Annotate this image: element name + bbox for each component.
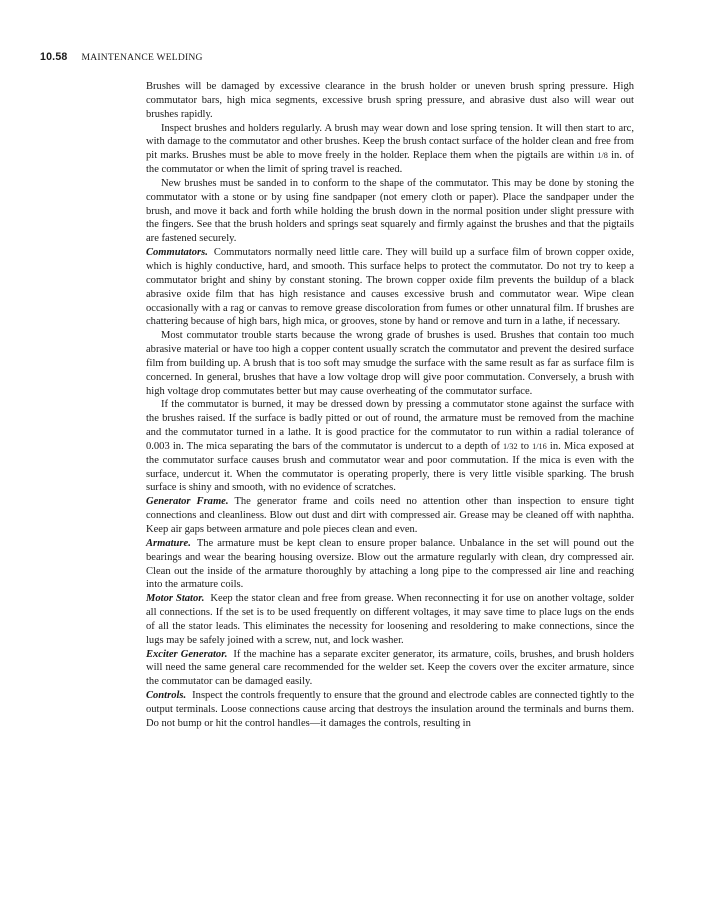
paragraph-text: Inspect the controls frequently to ensure that the ground and electrode cables are connected tightly to the output terminals. Loose connections cause arcing that destroys the insulation around the terminals and burns them. Do not bump or hit the control handles—it damages the controls, resulting in bbox=[146, 690, 634, 729]
fraction: 1/8 bbox=[597, 151, 608, 161]
fraction: 1/16 bbox=[532, 441, 547, 451]
section-heading: Armature. bbox=[146, 537, 191, 549]
section-heading: Commutators. bbox=[146, 247, 208, 259]
page-number: 10.58 bbox=[40, 51, 68, 63]
section-commutators bbox=[146, 246, 634, 329]
paragraph-text: Inspect brushes and holders regularly. A brush may wear down and lose spring tension. It will then start to arc, with damage to the commutator and other brushes. Keep the brush contact surface of the holder clean and free from pit marks. Brushes must be able to move freely in the holder. Replace them when the pigtails are within bbox=[146, 122, 634, 162]
paragraph-text: New brushes must be sanded in to conform to the shape of the commutator. This may be done by stoning the commutator with a stone or by using fine sandpaper (not emery cloth or paper). Place the sandpaper under the brush, and move it back and forth while holding the brush down in the normal position under slight pressure with the fingers. See that the brush holders and springs seat squarely and firmly against the brushes and that the pigtails are fastened securely. bbox=[146, 177, 634, 245]
section-heading: Motor Stator. bbox=[146, 593, 205, 605]
section-armature bbox=[146, 537, 634, 592]
paragraph-text: in. Mica exposed at the commutator surface causes brush and commutator wear and poor commutation. If the mica is even with the surface, undercut it. When the commutator is operating properly, there is very little visible sparking. The brush surface is shiny and smooth, with no evidence of scratches. bbox=[146, 440, 634, 494]
section-exciter-generator bbox=[146, 648, 634, 690]
section-controls bbox=[146, 689, 634, 731]
section-heading: Generator Frame. bbox=[146, 496, 229, 508]
paragraph-text: Most commutator trouble starts because the wrong grade of brushes is used. Brushes that contain too much abrasive material or have too high a copper content usually scratch the commutator and prevent the desired surface film from building up. A brush that is too soft may smudge the surface with the same result as far as surface film is concerned. In general, brushes that have a low voltage drop will give poor commutation. Conversely, a brush with high voltage drop commutates better but may cause overheating of the commutator surface. bbox=[146, 330, 634, 397]
section-heading: Exciter Generator. bbox=[146, 648, 228, 660]
section-motor-stator bbox=[146, 592, 634, 647]
body-text bbox=[146, 80, 634, 731]
paragraph-text: If the commutator is burned, it may be dressed down by pressing a commutator stone against the surface with the brushes raised. If the surface is badly pitted or out of round, the armature must be removed from the machine and the commutator turned in a lathe. It is good practice for the commutator to run within a radial tolerance of 0.003 in. The mica separating the bars of the commutator is undercut to a depth of bbox=[146, 399, 634, 452]
paragraph-text: If the machine has a separate exciter generator, its armature, coils, brushes, and brush holders will need the same general care recommended for the welder set. Keep the covers over the exciter armature, since the commutator can be damaged easily. bbox=[146, 648, 635, 688]
section-generator-frame bbox=[146, 495, 634, 537]
paragraph-text: The armature must be kept clean to ensure proper balance. Unbalance in the set will pound out the bearings and wear the bearing housing oversize. Blow out the armature regularly with clean, dry compressed air. Clean out the inside of the armature thoroughly by attaching a long pipe to the compressed air line and reaching into the armature coils. bbox=[146, 537, 634, 591]
paragraph-new-brushes bbox=[146, 177, 634, 246]
fraction: 1/32 bbox=[503, 441, 518, 451]
paragraph-inspect-brushes bbox=[146, 122, 634, 177]
paragraph-text: The generator frame and coils need no attention other than inspection to ensure tight connections and cleanliness. Blow out dust and dirt with compressed air. Grease may be cleaned off with naphtha. Keep air gaps between armature and pole pieces clean and even. bbox=[146, 496, 634, 535]
paragraph-text: in. of the commutator or when the limit of spring travel is reached. bbox=[146, 150, 634, 176]
section-heading: Controls. bbox=[146, 690, 187, 702]
section-title: MAINTENANCE WELDING bbox=[81, 52, 203, 63]
paragraph-text: Brushes will be damaged by excessive clearance in the brush holder or uneven brush spring pressure. High commutator bars, high mica segments, excessive brush spring pressure, and abrasive dust also will wear out brushes rapidly. bbox=[146, 81, 634, 120]
paragraph-text: Keep the stator clean and free from grease. When reconnecting it for use on another voltage, solder all connections. If the set is to be used frequently on different voltages, it may save time to place lugs on the ends of all the stator leads. This eliminates the necessity for loosening and resoldering to make connections, since the lugs may be safely joined with a screw, nut, and lock washer. bbox=[146, 593, 635, 646]
paragraph-commutator-trouble bbox=[146, 329, 634, 398]
paragraph-burned-commutator bbox=[146, 398, 634, 495]
paragraph-text: Commutators normally need little care. They will build up a surface film of brown copper oxide, which is highly conductive, hard, and smooth. This surface helps to protect the commutator. Do not try to keep a commutator bright and shiny by constant stoning. The brown copper oxide film prevents the buildup of a black abrasive oxide film that has high resistance and causes excessive brush and commutator wear. Wipe clean occasionally with a rag or canvas to remove grease discoloration from fumes or other unnatural film. If brushes are chattering because of high bars, high mica, or grooves, stone by hand or remove and turn in a lathe, if necessary. bbox=[146, 247, 634, 328]
paragraph-brush-damage bbox=[146, 80, 634, 122]
running-header bbox=[40, 51, 203, 63]
paragraph-text: to bbox=[517, 440, 533, 452]
